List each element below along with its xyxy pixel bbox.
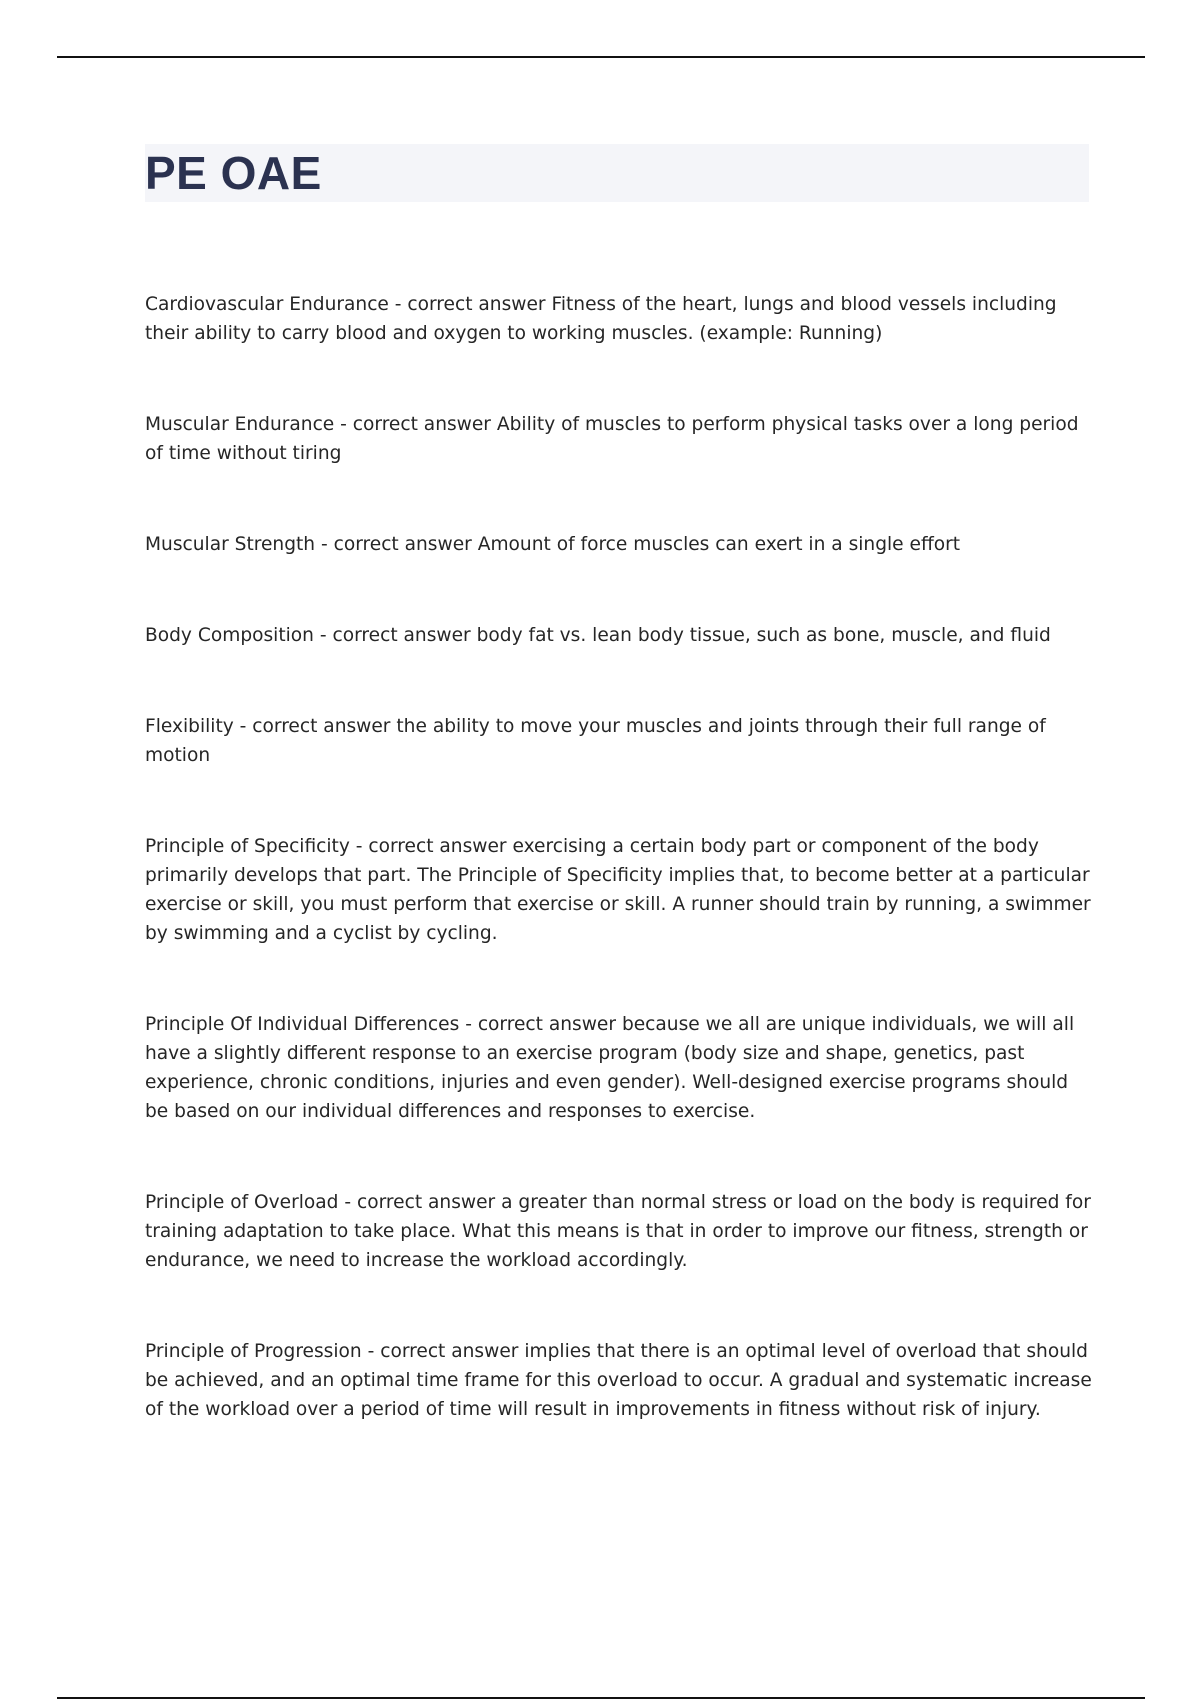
qa-definition: Ability of muscles to perform physical tasks over a long period of time without tiring bbox=[145, 414, 1079, 464]
answer-tag: correct answer bbox=[333, 534, 472, 555]
qa-definition: the ability to move your muscles and joints through their full range of motion bbox=[145, 716, 1046, 766]
qa-term: Principle of Specificity - bbox=[145, 836, 368, 857]
qa-item bbox=[145, 290, 1095, 348]
qa-term: Principle Of Individual Differences - bbox=[145, 1014, 478, 1035]
qa-definition: implies that there is an optimal level of overload that should be achieved, and an optimal time frame for this overload to occur. A gradual and systematic increase of the workload over a period of time will result in improvements in fitness without risk of injury. bbox=[145, 1341, 1092, 1420]
qa-definition: exercising a certain body part or component of the body primarily develops that part. The Principle of Specificity implies that, to become better at a particular exercise or skill, you must perform that exercise or skill. A runner should train by running, a swimmer by swimming and a cyclist by cycling. bbox=[145, 836, 1091, 944]
page-title: PE OAE bbox=[145, 147, 322, 199]
bottom-rule bbox=[57, 1697, 1145, 1699]
answer-tag: correct answer bbox=[407, 294, 546, 315]
answer-tag: correct answer bbox=[368, 836, 507, 857]
qa-item bbox=[145, 1337, 1095, 1424]
qa-term: Flexibility - bbox=[145, 716, 252, 737]
qa-term: Cardiovascular Endurance - bbox=[145, 294, 407, 315]
qa-definition: body fat vs. lean body tissue, such as bone, muscle, and fluid bbox=[476, 625, 1051, 646]
qa-term: Muscular Strength - bbox=[145, 534, 334, 555]
qa-term: Muscular Endurance - bbox=[145, 414, 353, 435]
answer-tag: correct answer bbox=[252, 716, 391, 737]
qa-definition: Fitness of the heart, lungs and blood vessels including their ability to carry blood and oxygen to working muscles. (example: Running) bbox=[145, 294, 1057, 344]
top-rule bbox=[57, 56, 1145, 58]
qa-item bbox=[145, 1188, 1095, 1275]
answer-tag: correct answer bbox=[357, 1192, 496, 1213]
qa-term: Principle of Progression - bbox=[145, 1341, 380, 1362]
qa-item bbox=[145, 1010, 1095, 1126]
qa-item bbox=[145, 410, 1095, 468]
qa-definition: Amount of force muscles can exert in a single effort bbox=[477, 534, 961, 555]
qa-item bbox=[145, 832, 1095, 948]
answer-tag: correct answer bbox=[332, 625, 471, 646]
qa-definition: because we all are unique individuals, we will all have a slightly different response to an exercise program (body size and shape, genetics, past experience, chronic conditions, injuries and even gender). Well-designed exercise programs should be based on our individual differences and responses to exercise. bbox=[145, 1014, 1075, 1122]
qa-item bbox=[145, 621, 1095, 650]
answer-tag: correct answer bbox=[380, 1341, 519, 1362]
qa-item bbox=[145, 712, 1095, 770]
qa-term: Body Composition - bbox=[145, 625, 333, 646]
answer-tag: correct answer bbox=[477, 1014, 617, 1035]
qa-term: Principle of Overload - bbox=[145, 1192, 357, 1213]
qa-item bbox=[145, 530, 1095, 559]
qa-list bbox=[145, 290, 1095, 1424]
qa-definition: a greater than normal stress or load on the body is required for training adaptation to take place. What this means is that in order to improve our fitness, strength or endurance, we need to increase the workload accordingly. bbox=[145, 1192, 1091, 1271]
answer-tag: correct answer bbox=[352, 414, 491, 435]
